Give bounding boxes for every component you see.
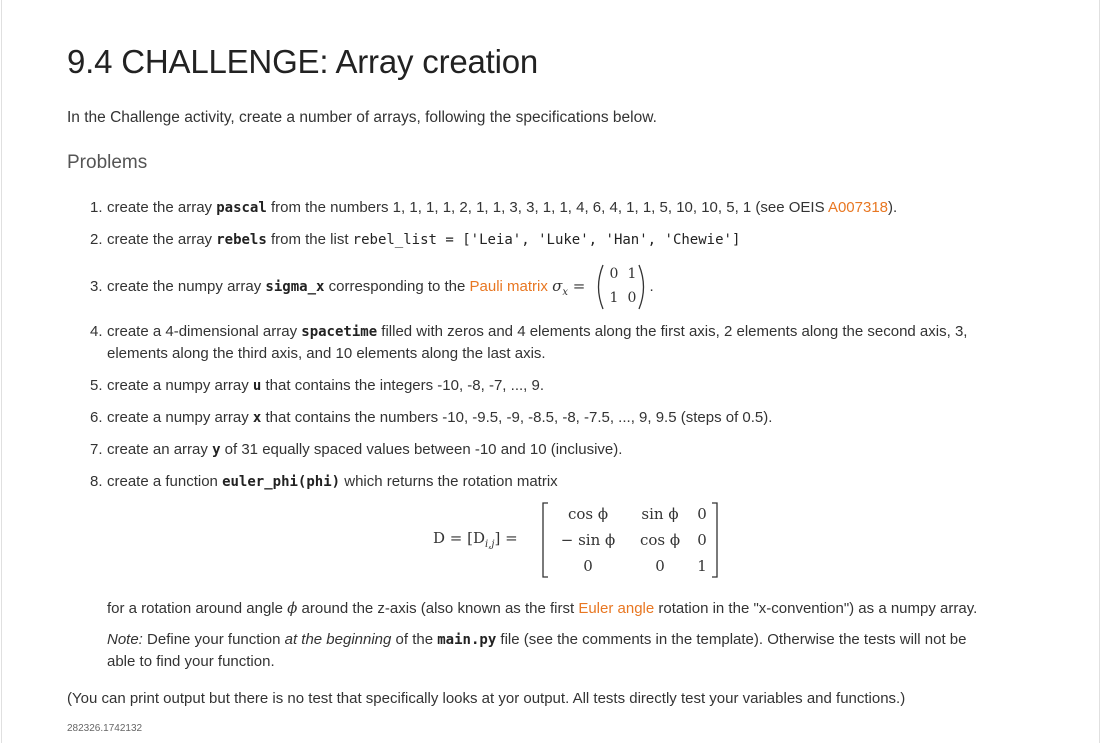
code-main-py: main.py <box>437 632 497 648</box>
page-title: 9.4 CHALLENGE: Array creation <box>67 43 539 80</box>
problem-item-4-line2: elements along the third axis, and 10 elements along the last axis. <box>107 345 546 362</box>
oeis-link[interactable]: A007318 <box>827 199 889 216</box>
code-sigma-x: sigma_x <box>265 279 325 295</box>
euler-angle-link[interactable]: Euler angle <box>578 600 655 617</box>
pauli-matrix: 0 1 1 0 <box>593 263 649 311</box>
code-rebels: rebels <box>216 232 267 248</box>
problem-item-4: 4. create a 4-dimensional array spacetime filled with zeros and 4 elements along the first axis, 2 elements along the second axis, 3, <box>90 323 968 340</box>
problem-item-7: 7. create an array y of 31 equally spaced values between -10 and 10 (inclusive). <box>90 441 623 458</box>
rotation-matrix: cos ϕ sin ϕ 0 − sin ϕ cos ϕ 0 0 0 1 <box>540 501 720 579</box>
pauli-matrix-link[interactable]: Pauli matrix <box>469 278 548 295</box>
code-spacetime: spacetime <box>301 324 378 340</box>
code-pascal: pascal <box>216 200 267 216</box>
problem-item-1: 1. create the array pascal from the numbers 1, 1, 1, 1, 2, 1, 1, 3, 3, 1, 1, 4, 6, 4, 1, 1, 5, 10, 10, 5, 1 (see OEIS A007318). <box>90 199 898 216</box>
footer-note: (You can print output but there is no test that specifically looks at yor output. All tests directly test your variables and functions.) <box>67 690 906 707</box>
intro-text: In the Challenge activity, create a number of arrays, following the specifications below. <box>67 109 657 126</box>
problem-item-6: 6. create a numpy array x that contains the numbers -10, -9.5, -9, -8.5, -8, -7.5, ..., 9, 9.5 (steps of 0.5). <box>90 409 773 426</box>
problem-item-3: 3. create the numpy array sigma_x corresponding to the Pauli matrix $\sigma_x$ = 0 1 1 0 . <box>90 262 654 310</box>
rotation-description: for a rotation around angle ϕ around the z-axis (also known as the first Euler angle rotation in the "x-convention") as a numpy array. <box>107 599 978 617</box>
code-x: x <box>252 410 262 426</box>
code-rebel-list: rebel_list = ['Leia', 'Luke', 'Han', 'Chewie'] <box>352 232 741 248</box>
note-text-line2: able to find your function. <box>107 653 275 670</box>
activity-id: 282326.1742132 <box>67 723 143 734</box>
matrix-parentheses <box>593 263 649 311</box>
rotation-matrix-lhs: $D = [D_{i,j}]$ = <box>433 529 518 550</box>
sigma-symbol: σ <box>552 277 563 295</box>
code-y: y <box>212 442 221 458</box>
note-text: Note: Define your function at the beginning of the main.py file (see the comments in the template). Otherwise the tests will not be <box>107 631 967 648</box>
problem-item-8: 8. create a function euler_phi(phi) which returns the rotation matrix <box>90 473 558 490</box>
problem-item-5: 5. create a numpy array u that contains the integers -10, -8, -7, ..., 9. <box>90 377 544 394</box>
problems-heading: Problems <box>67 152 148 173</box>
problem-item-2: 2. create the array rebels from the list rebel_list = ['Leia', 'Luke', 'Han', 'Chewie'] <box>90 231 741 248</box>
code-euler-phi: euler_phi(phi) <box>222 474 341 490</box>
code-u: u <box>252 378 262 394</box>
